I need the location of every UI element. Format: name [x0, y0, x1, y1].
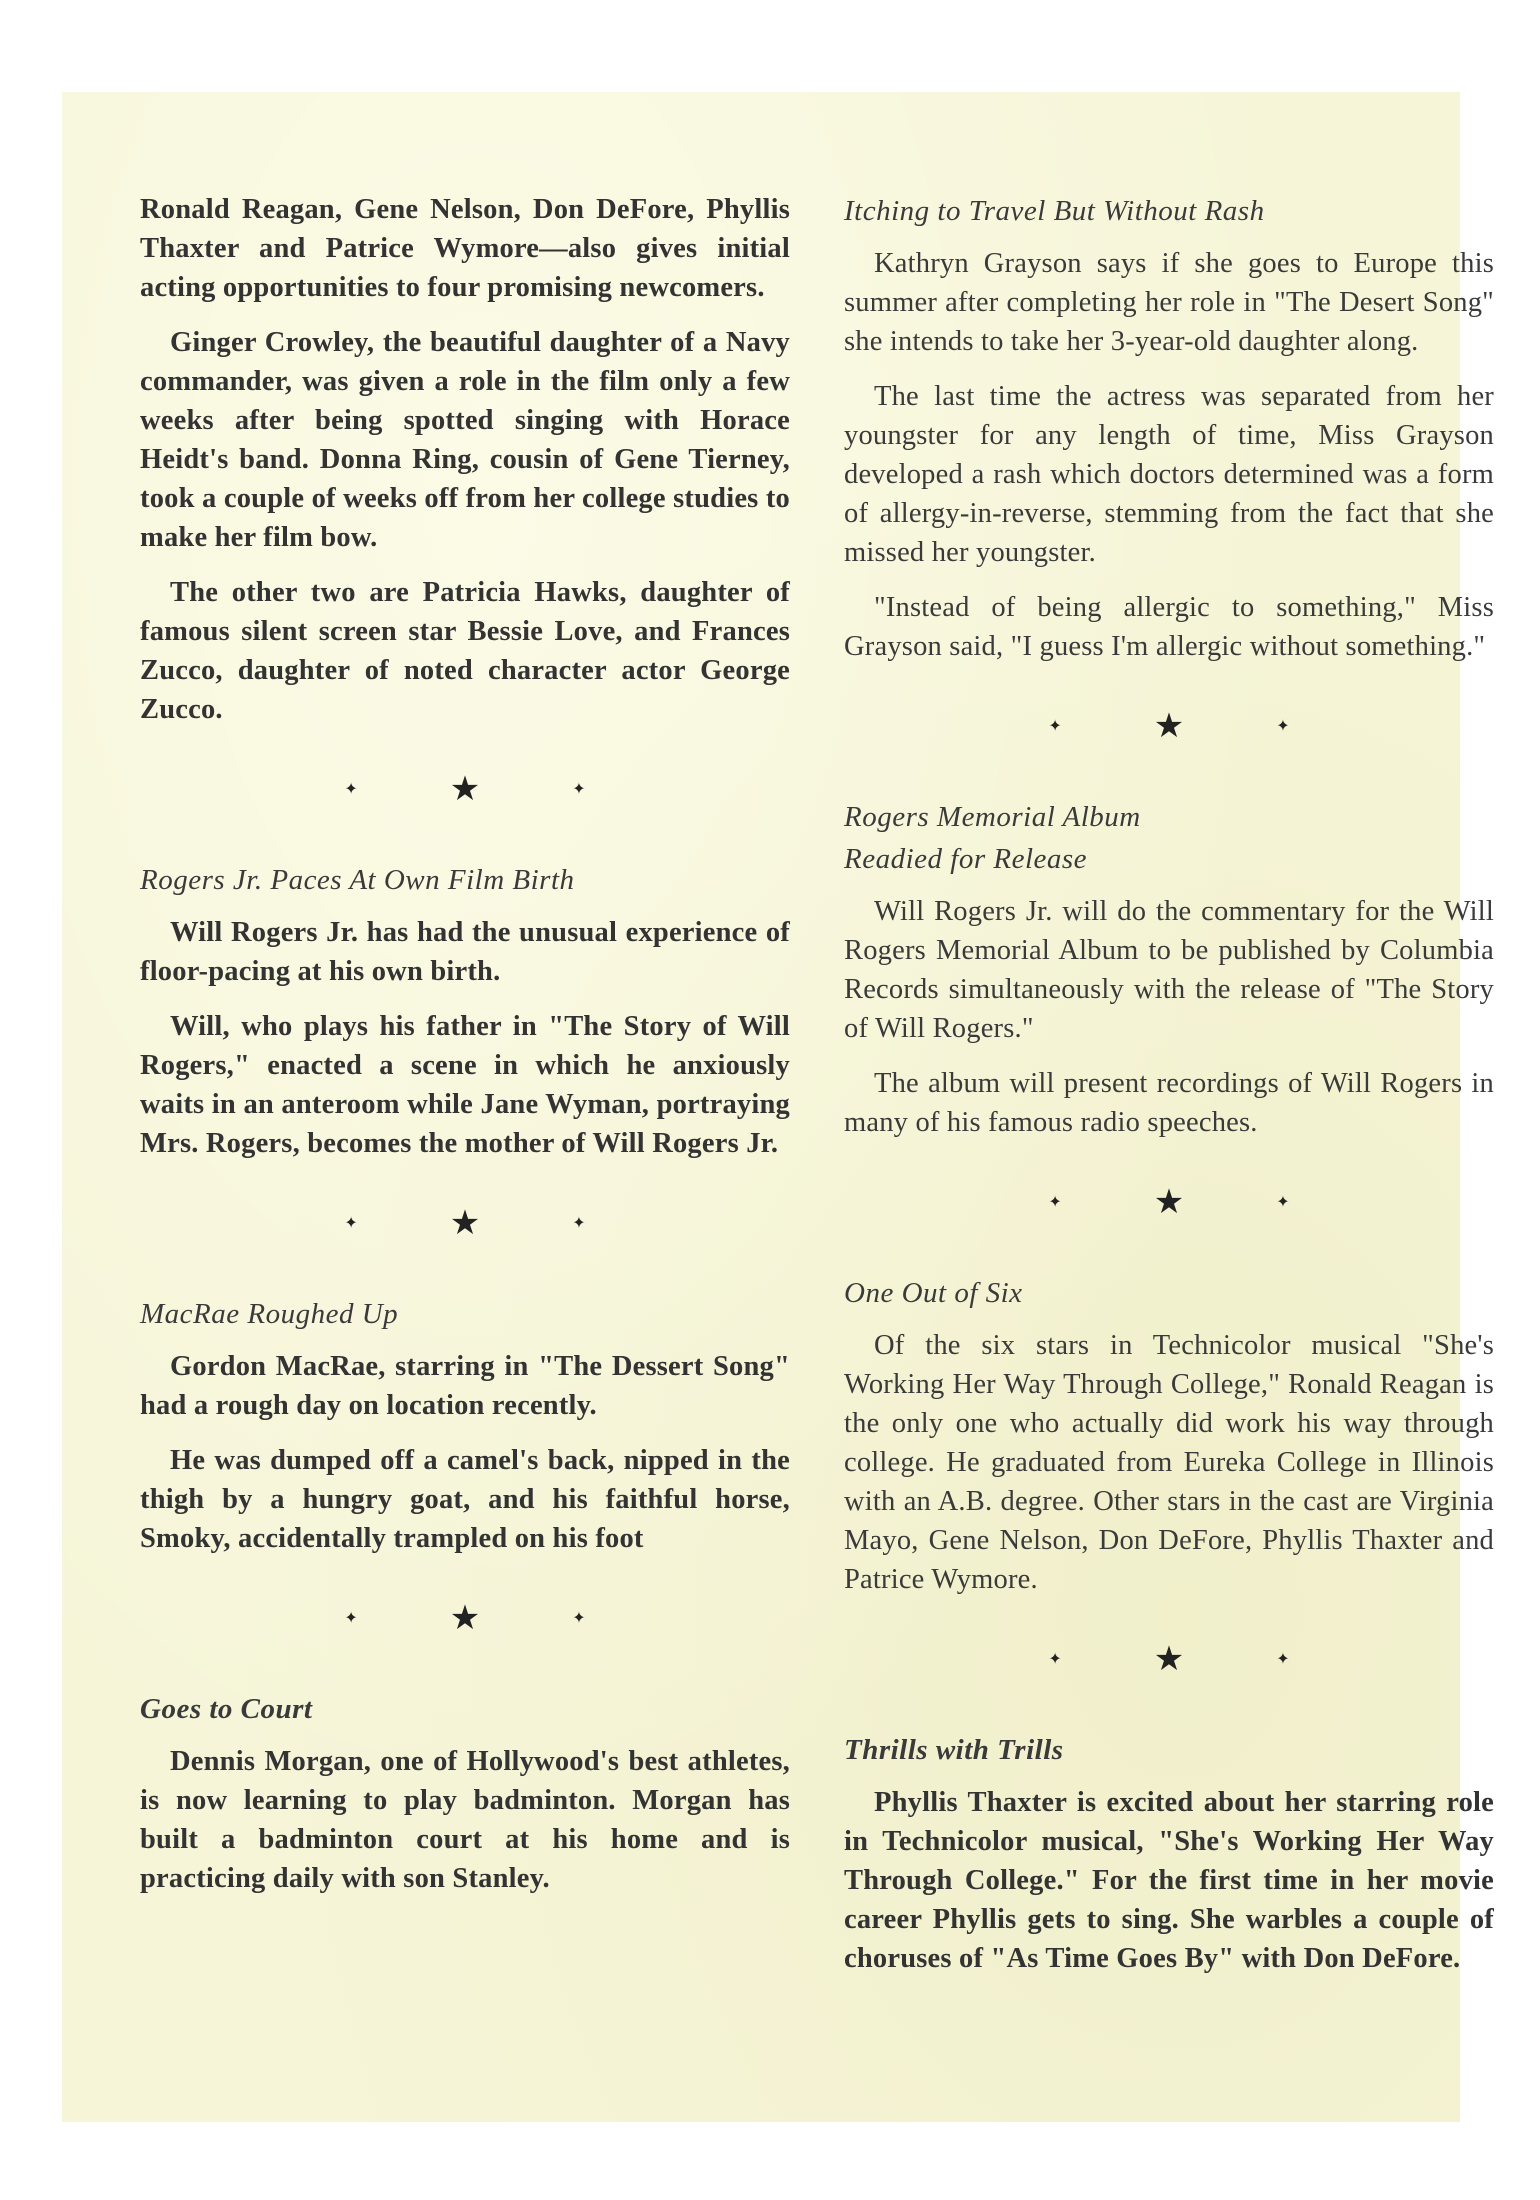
article-paragraph: The album will present recordings of Will Rogers in many of his famous radio speeches.: [844, 1068, 1494, 1138]
article-paragraph: Dennis Morgan, one of Hollywood's best athletes, is now learning to play badminton. Morgan has built a badminton court at his home and is practicing daily with son Stanley.: [140, 1746, 790, 1894]
article-paragraph: Phyllis Thaxter is excited about her starring role in Technicolor musical, "She's Working Her Way Through College." For the first time in her movie career Phyllis gets to sing. She warbles a couple of choruses of "As Time Goes By" with Don DeFore.: [844, 1787, 1494, 1974]
small-star-icon: ✦: [572, 781, 586, 798]
small-star-icon: ✦: [1276, 1194, 1290, 1211]
printed-page: [62, 92, 1494, 2122]
small-star-icon: ✦: [1048, 1651, 1062, 1668]
article-heading-thrills-with-trills: Thrills with Trills: [844, 1734, 1064, 1766]
small-star-icon: ✦: [572, 1610, 586, 1627]
article-paragraph: He was dumped off a camel's back, nipped in the thigh by a hungry goat, and his faithful horse, Smoky, accidentally trampled on his foot: [140, 1445, 790, 1554]
article-heading-rogers-album: [844, 796, 1494, 880]
big-star-icon: ★: [1153, 1641, 1185, 1678]
article-heading-rogers-jr: Rogers Jr. Paces At Own Film Birth: [140, 864, 575, 896]
star-separator: [844, 1182, 1494, 1222]
star-separator: [140, 1203, 790, 1243]
big-star-icon: ★: [1153, 708, 1185, 745]
intro-paragraph: Ronald Reagan, Gene Nelson, Don DeFore, Phyllis Thaxter and Patrice Wymore—also gives initial acting opportunities to four promising newcomers.: [140, 194, 790, 303]
article-heading-goes-to-court: Goes to Court: [140, 1693, 313, 1725]
star-separator: [844, 1639, 1494, 1679]
right-column: [844, 190, 1494, 1994]
small-star-icon: ✦: [344, 1215, 358, 1232]
big-star-icon: ★: [449, 1600, 481, 1637]
article-paragraph: Gordon MacRae, starring in "The Dessert Song" had a rough day on location recently.: [140, 1351, 790, 1421]
small-star-icon: ✦: [1048, 1194, 1062, 1211]
star-separator: [140, 1598, 790, 1638]
article-paragraph: Will Rogers Jr. has had the unusual experience of floor-pacing at his own birth.: [140, 917, 790, 987]
heading-line-2: Readied for Release: [844, 843, 1088, 875]
article-heading-macrae: MacRae Roughed Up: [140, 1298, 399, 1330]
article-paragraph: Will Rogers Jr. will do the commentary for the Will Rogers Memorial Album to be published by Columbia Records simultaneously with the release of "The Story of Will Rogers.": [844, 896, 1494, 1044]
small-star-icon: ✦: [1276, 718, 1290, 735]
article-paragraph: Will, who plays his father in "The Story of Will Rogers," enacted a scene in which he anxiously waits in an anteroom while Jane Wyman, portraying Mrs. Rogers, becomes the mother of Will Rogers Jr.: [140, 1011, 790, 1159]
star-separator: [140, 769, 790, 809]
small-star-icon: ✦: [344, 781, 358, 798]
article-heading-itching-to-travel: Itching to Travel But Without Rash: [844, 195, 1265, 227]
ginger-crowley-paragraph: Ginger Crowley, the beautiful daughter of a Navy commander, was given a role in the film only a few weeks after being spotted singing with Horace Heidt's band. Donna Ring, cousin of Gene Tierney, took a couple of weeks off from her college studies to make her film bow.: [140, 327, 790, 553]
article-paragraph: "Instead of being allergic to something," Miss Grayson said, "I guess I'm allergic without something.": [844, 592, 1494, 662]
star-separator: [844, 706, 1494, 746]
article-paragraph: Kathryn Grayson says if she goes to Europe this summer after completing her role in "The Desert Song" she intends to take her 3-year-old daughter along.: [844, 248, 1494, 357]
article-paragraph: The last time the actress was separated from her youngster for any length of time, Miss Grayson developed a rash which doctors determined was a form of allergy-in-reverse, stemming from the fact that she missed her youngster.: [844, 381, 1494, 568]
small-star-icon: ✦: [344, 1610, 358, 1627]
small-star-icon: ✦: [1048, 718, 1062, 735]
other-two-paragraph: The other two are Patricia Hawks, daughter of famous silent screen star Bessie Love, and Frances Zucco, daughter of noted character actor George Zucco.: [140, 577, 790, 725]
small-star-icon: ✦: [1276, 1651, 1290, 1668]
big-star-icon: ★: [449, 1205, 481, 1242]
article-paragraph: Of the six stars in Technicolor musical "She's Working Her Way Through College," Ronald Reagan is the only one who actually did work his way through college. He graduated from Eureka College in Illinois with an A.B. degree. Other stars in the cast are Virginia Mayo, Gene Nelson, Don DeFore, Phyllis Thaxter and Patrice Wymore.: [844, 1330, 1494, 1595]
article-heading-one-out-of-six: One Out of Six: [844, 1277, 1023, 1309]
small-star-icon: ✦: [572, 1215, 586, 1232]
big-star-icon: ★: [449, 771, 481, 808]
left-column: [140, 190, 790, 1914]
big-star-icon: ★: [1153, 1184, 1185, 1221]
heading-line-1: Rogers Memorial Album: [844, 801, 1141, 833]
